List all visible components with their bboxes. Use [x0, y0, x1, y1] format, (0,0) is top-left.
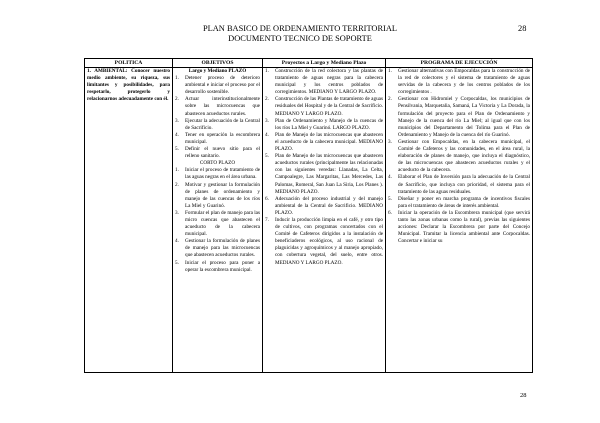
page-number-bottom: 28 — [520, 392, 527, 399]
item-number: 5. — [388, 195, 392, 202]
list-item — [175, 167, 260, 181]
item-number: 4. — [175, 131, 179, 138]
col-proyectos: Proyectos a Largo y Mediano Plazo — [263, 59, 386, 68]
list-item — [265, 153, 383, 196]
objetivos-corto-heading: CORTO PLAZO — [199, 160, 236, 167]
header-title: PLAN BASICO DE ORDENAMIENTO TERRITORIAL — [202, 24, 398, 33]
list-item — [388, 196, 530, 210]
objetivos-corto-list — [175, 167, 260, 273]
list-item — [265, 68, 383, 96]
item-number: 6. — [388, 209, 392, 216]
item-text: Gestionar alternativas con Empocaldas para la construcción de la red de colectores y el sistema de tratamiento de aguas servidas de la cabecera y de los centros poblados de los corregimientos . — [398, 68, 530, 96]
item-text: Construcción de la red colectora y las plantas de tratamiento de aguas negras para la cabecera municipal y los centros poblados de corregimientos. MEDIANO Y LARGO PLAZO. — [275, 68, 383, 96]
list-item — [388, 174, 530, 195]
list-item — [175, 96, 260, 117]
page-number-top: 28 — [518, 24, 527, 33]
item-number: 6. — [265, 195, 269, 202]
objetivos-largo-heading: Largo y Mediano PLAZO — [188, 68, 247, 74]
item-number: 2. — [175, 96, 179, 103]
item-number: 7. — [265, 216, 269, 223]
list-item — [265, 217, 383, 267]
item-text: Iniciar la operación de la Escombrera municipal (que servirá tanto las zonas urbanas como la rural), previas las siguientes acciones: Declarar la Escombrera por parte del Concejo Municipal. Tramitar la licencia ambiental ante Corpocaldas. Concertar e iniciar su — [398, 209, 530, 245]
list-item — [175, 210, 260, 238]
item-text: Formular el plan de manejo para las micro cuencas que abastecen el acueducto de la cabecera municipal. — [185, 209, 260, 238]
list-item — [175, 238, 260, 259]
item-text: Iniciar el proceso de tratamiento de las aguas negras en el área urbana. — [185, 167, 260, 181]
col-politica: POLITICA — [85, 59, 173, 68]
item-text: Gestionar la formulación de planes de manejo para las microcuencas que abastecen acueductos rurales. — [185, 238, 260, 259]
list-item — [388, 139, 530, 174]
list-item — [388, 210, 530, 245]
header-subtitle: DOCUMENTO TECNICO DE SOPORTE — [228, 34, 372, 43]
list-item — [388, 96, 530, 139]
item-number: 4. — [388, 174, 392, 181]
list-item — [175, 118, 260, 132]
cell-programa — [386, 68, 533, 373]
item-text: Tener en operación la escombrera municipal. — [185, 131, 260, 145]
list-item — [175, 182, 260, 210]
item-text: Gestionar con Hidromiel y Corpocaldas, los municipios de Pensilvania, Marquetalia, Samaná, La Victoria y La Dorada, la formulación del proyecto para el Plan de Ordenamiento y Manejo de la cuenca del río La Miel; al igual que con los municipios del Departamento del Tolima para el Plan de Ordenamiento y Manejo de la cuenca del río Guarinó. — [398, 96, 530, 138]
cell-objetivos — [173, 68, 263, 373]
col-objetivos: OBJETIVOS — [173, 59, 263, 68]
item-text: Actuar interinstitucionalmente sobre las microcuencas que abastecen acueductos rurales. — [185, 96, 260, 117]
document-header — [0, 24, 600, 44]
item-number: 1. — [175, 75, 179, 82]
politica-text: 1. AMBIENTAL: Conocer nuestro medio ambiente, su riqueza, sus limitantes y posibilidades, para respetarlo, protegerlo y relacionarnos adecuadamente con él. — [87, 68, 170, 103]
item-text: Construcción de las Plantas de tratamiento de aguas residuales del Hospital y de la Central de Sacrificio. MEDIANO Y LARGO PLAZO. — [275, 96, 383, 117]
item-text: Detener proceso de deterioro ambiental e iniciar el proceso por el desarrollo sostenible. — [185, 75, 260, 96]
col-programa: PROGRAMA DE EJECUCIÓN — [386, 59, 533, 68]
item-text: Adecuación del proceso industrial y del manejo ambiental de la Central de Sacrificio. MEDIANO PLAZO. — [275, 195, 383, 216]
list-item — [265, 132, 383, 153]
item-number: 3. — [265, 117, 269, 124]
list-item — [265, 96, 383, 117]
item-text: Elaborar el Plan de Inversión para la adecuación de la Central de Sacrificio, que incluya con prioridad, el sistema para el tratamiento de las aguas residuales. — [398, 174, 530, 195]
item-number: 2. — [388, 96, 392, 103]
item-number: 2. — [175, 181, 179, 188]
item-text: Plan de Manejo de las microcuencas que abastecen acueductos rurales (principalmente las relacionadas con las siguientes veredas: Llanadas, La Celta, Campoalegre, Las Margaritas, Las Mercedes, Las Palomas, Romeral, San Juan La Siria, Los Planes ). MEDIANO PLAZO. — [275, 153, 383, 195]
table-header-row — [85, 59, 533, 68]
item-number: 3. — [388, 138, 392, 145]
proyectos-cell — [265, 68, 383, 372]
list-item — [175, 132, 260, 146]
programa-cell — [388, 68, 530, 372]
cell-proyectos — [263, 68, 386, 373]
item-text: Ejecutar la adecuación de la Central de Sacrificio. — [185, 117, 260, 131]
item-text: Gestionar con Empocaldas, en la cabecera municipal, el Comité de Cafeteros y las comunidades, en el área rural, la elaboración de planes de manejo, que incluya el diagnóstico, de las microcuencas que abastecen acueductos rurales y el acueducto de la cabecera. — [398, 138, 530, 174]
item-text: Inducir la producción limpia en el café, y otro tipo de cultivos, con programas concertados con el Comité de Cafeteros dirigidos a la instalación de beneficiaderos ecológicos, al uso racional de plaguicidas y agroquímicos y al manejo apropiado, con cobertura vegetal, del suelo, entre otros. MEDIANO Y LARGO PLAZO. — [275, 216, 383, 266]
policy-table — [84, 58, 533, 373]
list-item — [265, 196, 383, 217]
item-text: Motivar y gestionar la formulación de planes de ordenamiento y manejo de las cuencas de los ríos La Miel y Guarinó. — [185, 181, 260, 209]
objetivos-cell — [175, 68, 260, 372]
item-number: 1. — [175, 167, 179, 174]
item-number: 1. — [265, 68, 269, 74]
item-number: 3. — [175, 209, 179, 216]
item-number: 3. — [175, 117, 179, 124]
cell-politica — [85, 68, 173, 373]
list-item — [265, 118, 383, 132]
item-number: 5. — [265, 153, 269, 160]
item-number: 4. — [175, 238, 179, 245]
item-text: Definir el nuevo sitio para el relleno sanitario. — [185, 146, 260, 160]
list-item — [388, 68, 530, 96]
item-number: 5. — [175, 259, 179, 266]
list-item — [175, 260, 260, 274]
item-number: 1. — [388, 68, 392, 74]
item-text: Diseñar y poner en marcha programa de incentivos fiscales para el tratamiento de áreas de interés ambiental. — [398, 195, 530, 209]
programa-list — [388, 68, 530, 245]
item-text: Plan de Ordenamiento y Manejo de la cuencas de los ríos La Miel y Guarinó. LARGO PLAZO. — [275, 117, 383, 131]
list-item — [175, 75, 260, 96]
item-text: Plan de Manejo de las microcuencas que abastecen el acueducto de la cabecera municipal. MEDIANO PLAZO. — [275, 131, 383, 153]
objetivos-largo-list — [175, 75, 260, 160]
list-item — [175, 146, 260, 160]
proyectos-list — [265, 68, 383, 267]
item-number: 5. — [175, 146, 179, 153]
item-text: Iniciar el proceso para poner a operar la escombrera municipal. — [185, 259, 260, 273]
table-row — [85, 68, 533, 373]
item-number: 2. — [265, 96, 269, 103]
item-number: 4. — [265, 131, 269, 138]
